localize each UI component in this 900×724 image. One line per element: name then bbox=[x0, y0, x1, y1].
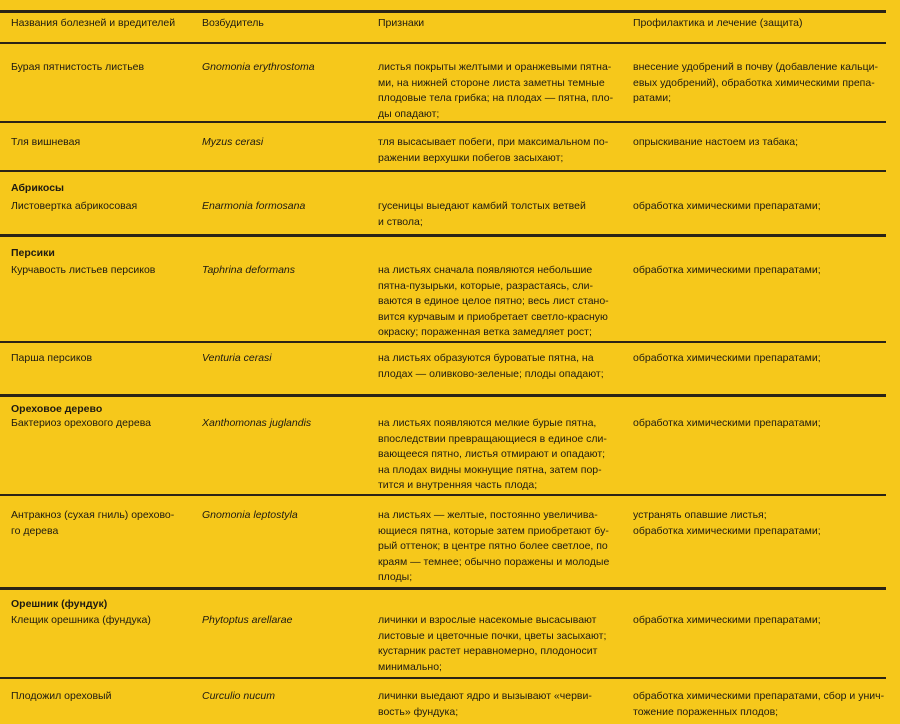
row-pathogen: Myzus cerasi bbox=[202, 136, 264, 148]
row-treatment: обработка химическими препаратами; bbox=[633, 264, 821, 276]
group-title-walnut: Ореховое дерево bbox=[11, 403, 103, 415]
row-name: Антракноз (сухая гниль) орехово- го дерева bbox=[11, 509, 175, 537]
header-symptoms: Признаки bbox=[378, 17, 425, 29]
row-symptoms: на листьях образуются буроватые пятна, на плодах — оливково-зеленые; плоды опадают; bbox=[378, 352, 604, 380]
group-rule bbox=[0, 394, 886, 397]
row-treatment: обработка химическими препаратами; bbox=[633, 200, 821, 212]
row-rule bbox=[0, 341, 886, 343]
row-pathogen: Venturia cerasi bbox=[202, 352, 272, 364]
group-title-apricot: Абрикосы bbox=[11, 182, 64, 194]
group-rule bbox=[0, 234, 886, 237]
row-name: Бурая пятнистость листьев bbox=[11, 61, 145, 73]
header-rule bbox=[0, 42, 886, 44]
row-symptoms: личинки и взрослые насекомые высасывают листовые и цветочные почки, цветы засыхают; кустарник растет неравномерно, плодоносит минимально; bbox=[378, 614, 607, 673]
row-name: Курчавость листьев персиков bbox=[11, 264, 156, 276]
row-name: Листовертка абрикосовая bbox=[11, 200, 138, 212]
row-pathogen: Phytoptus arellarae bbox=[202, 614, 293, 626]
row-symptoms: тля высасывает побеги, при максимальном по- ражении верхушки побегов засыхают; bbox=[378, 136, 609, 164]
row-name: Парша персиков bbox=[11, 352, 93, 364]
row-symptoms: личинки выедают ядро и вызывают «черви- вость» фундука; bbox=[378, 690, 592, 718]
row-treatment: обработка химическими препаратами; bbox=[633, 614, 821, 626]
row-rule bbox=[0, 677, 886, 679]
row-symptoms: листья покрыты желтыми и оранжевыми пятна- ми, на нижней стороне листа заметны темные плодовые тела грибка; на плодах — пятна, пло- ды опадают; bbox=[378, 61, 614, 120]
row-symptoms: на листьях появляются мелкие бурые пятна, впоследствии превращающиеся в единое сли- вающееся пятно, листья отмирают и опадают; на плодах видны мокнущие пятна, затем пор- тится и внутренняя часть плода; bbox=[378, 417, 607, 491]
row-name: Клещик орешника (фундука) bbox=[11, 614, 151, 626]
row-name: Тля вишневая bbox=[11, 136, 81, 148]
row-pathogen: Xanthomonas juglandis bbox=[202, 417, 312, 429]
row-pathogen: Gnomonia leptostyla bbox=[202, 509, 298, 521]
row-treatment: устранять опавшие листья; обработка химическими препаратами; bbox=[633, 509, 821, 537]
row-treatment: обработка химическими препаратами; bbox=[633, 417, 821, 429]
header-name: Названия болезней и вредителей bbox=[11, 17, 176, 29]
group-title-hazel: Орешник (фундук) bbox=[11, 598, 108, 610]
row-name: Бактериоз орехового дерева bbox=[11, 417, 151, 429]
row-pathogen: Enarmonia formosana bbox=[202, 200, 306, 212]
row-rule bbox=[0, 494, 886, 496]
row-treatment: опрыскивание настоем из табака; bbox=[633, 136, 799, 148]
row-pathogen: Gnomonia erythrostoma bbox=[202, 61, 315, 73]
row-name: Плодожил ореховый bbox=[11, 690, 112, 702]
header-treatment: Профилактика и лечение (защита) bbox=[633, 17, 803, 29]
row-treatment: обработка химическими препаратами; bbox=[633, 352, 821, 364]
table-top-rule bbox=[0, 10, 886, 13]
header-pathogen: Возбудитель bbox=[202, 17, 264, 29]
group-rule bbox=[0, 170, 886, 172]
group-title-peach: Персики bbox=[11, 247, 55, 259]
row-treatment: обработка химическими препаратами, сбор и унич- тожение пораженных плодов; bbox=[633, 690, 885, 718]
group-rule bbox=[0, 587, 886, 590]
row-pathogen: Curculio nucum bbox=[202, 690, 275, 702]
row-symptoms: на листьях — желтые, постоянно увеличива- ющиеся пятна, которые затем приобретают бу- рый оттенок; в центре пятно более светлое, по краям — темнее; обычно поражены и молодые плоды; bbox=[378, 509, 610, 583]
row-symptoms: гусеницы выедают камбий толстых ветвей и ствола; bbox=[378, 200, 586, 228]
row-symptoms: на листьях сначала появляются небольшие пятна-пузырьки, которые, разрастаясь, сли- ваются в единое целое пятно; весь лист стано- вится курчавым и приобретает светло-красную окраску; пораженная ветка замедляет рост; bbox=[378, 264, 609, 338]
row-pathogen: Taphrina deformans bbox=[202, 264, 296, 276]
row-treatment: внесение удобрений в почву (добавление кальци- евых удобрений), обработка химическими препа- ратами; bbox=[633, 61, 878, 104]
row-rule bbox=[0, 121, 886, 123]
